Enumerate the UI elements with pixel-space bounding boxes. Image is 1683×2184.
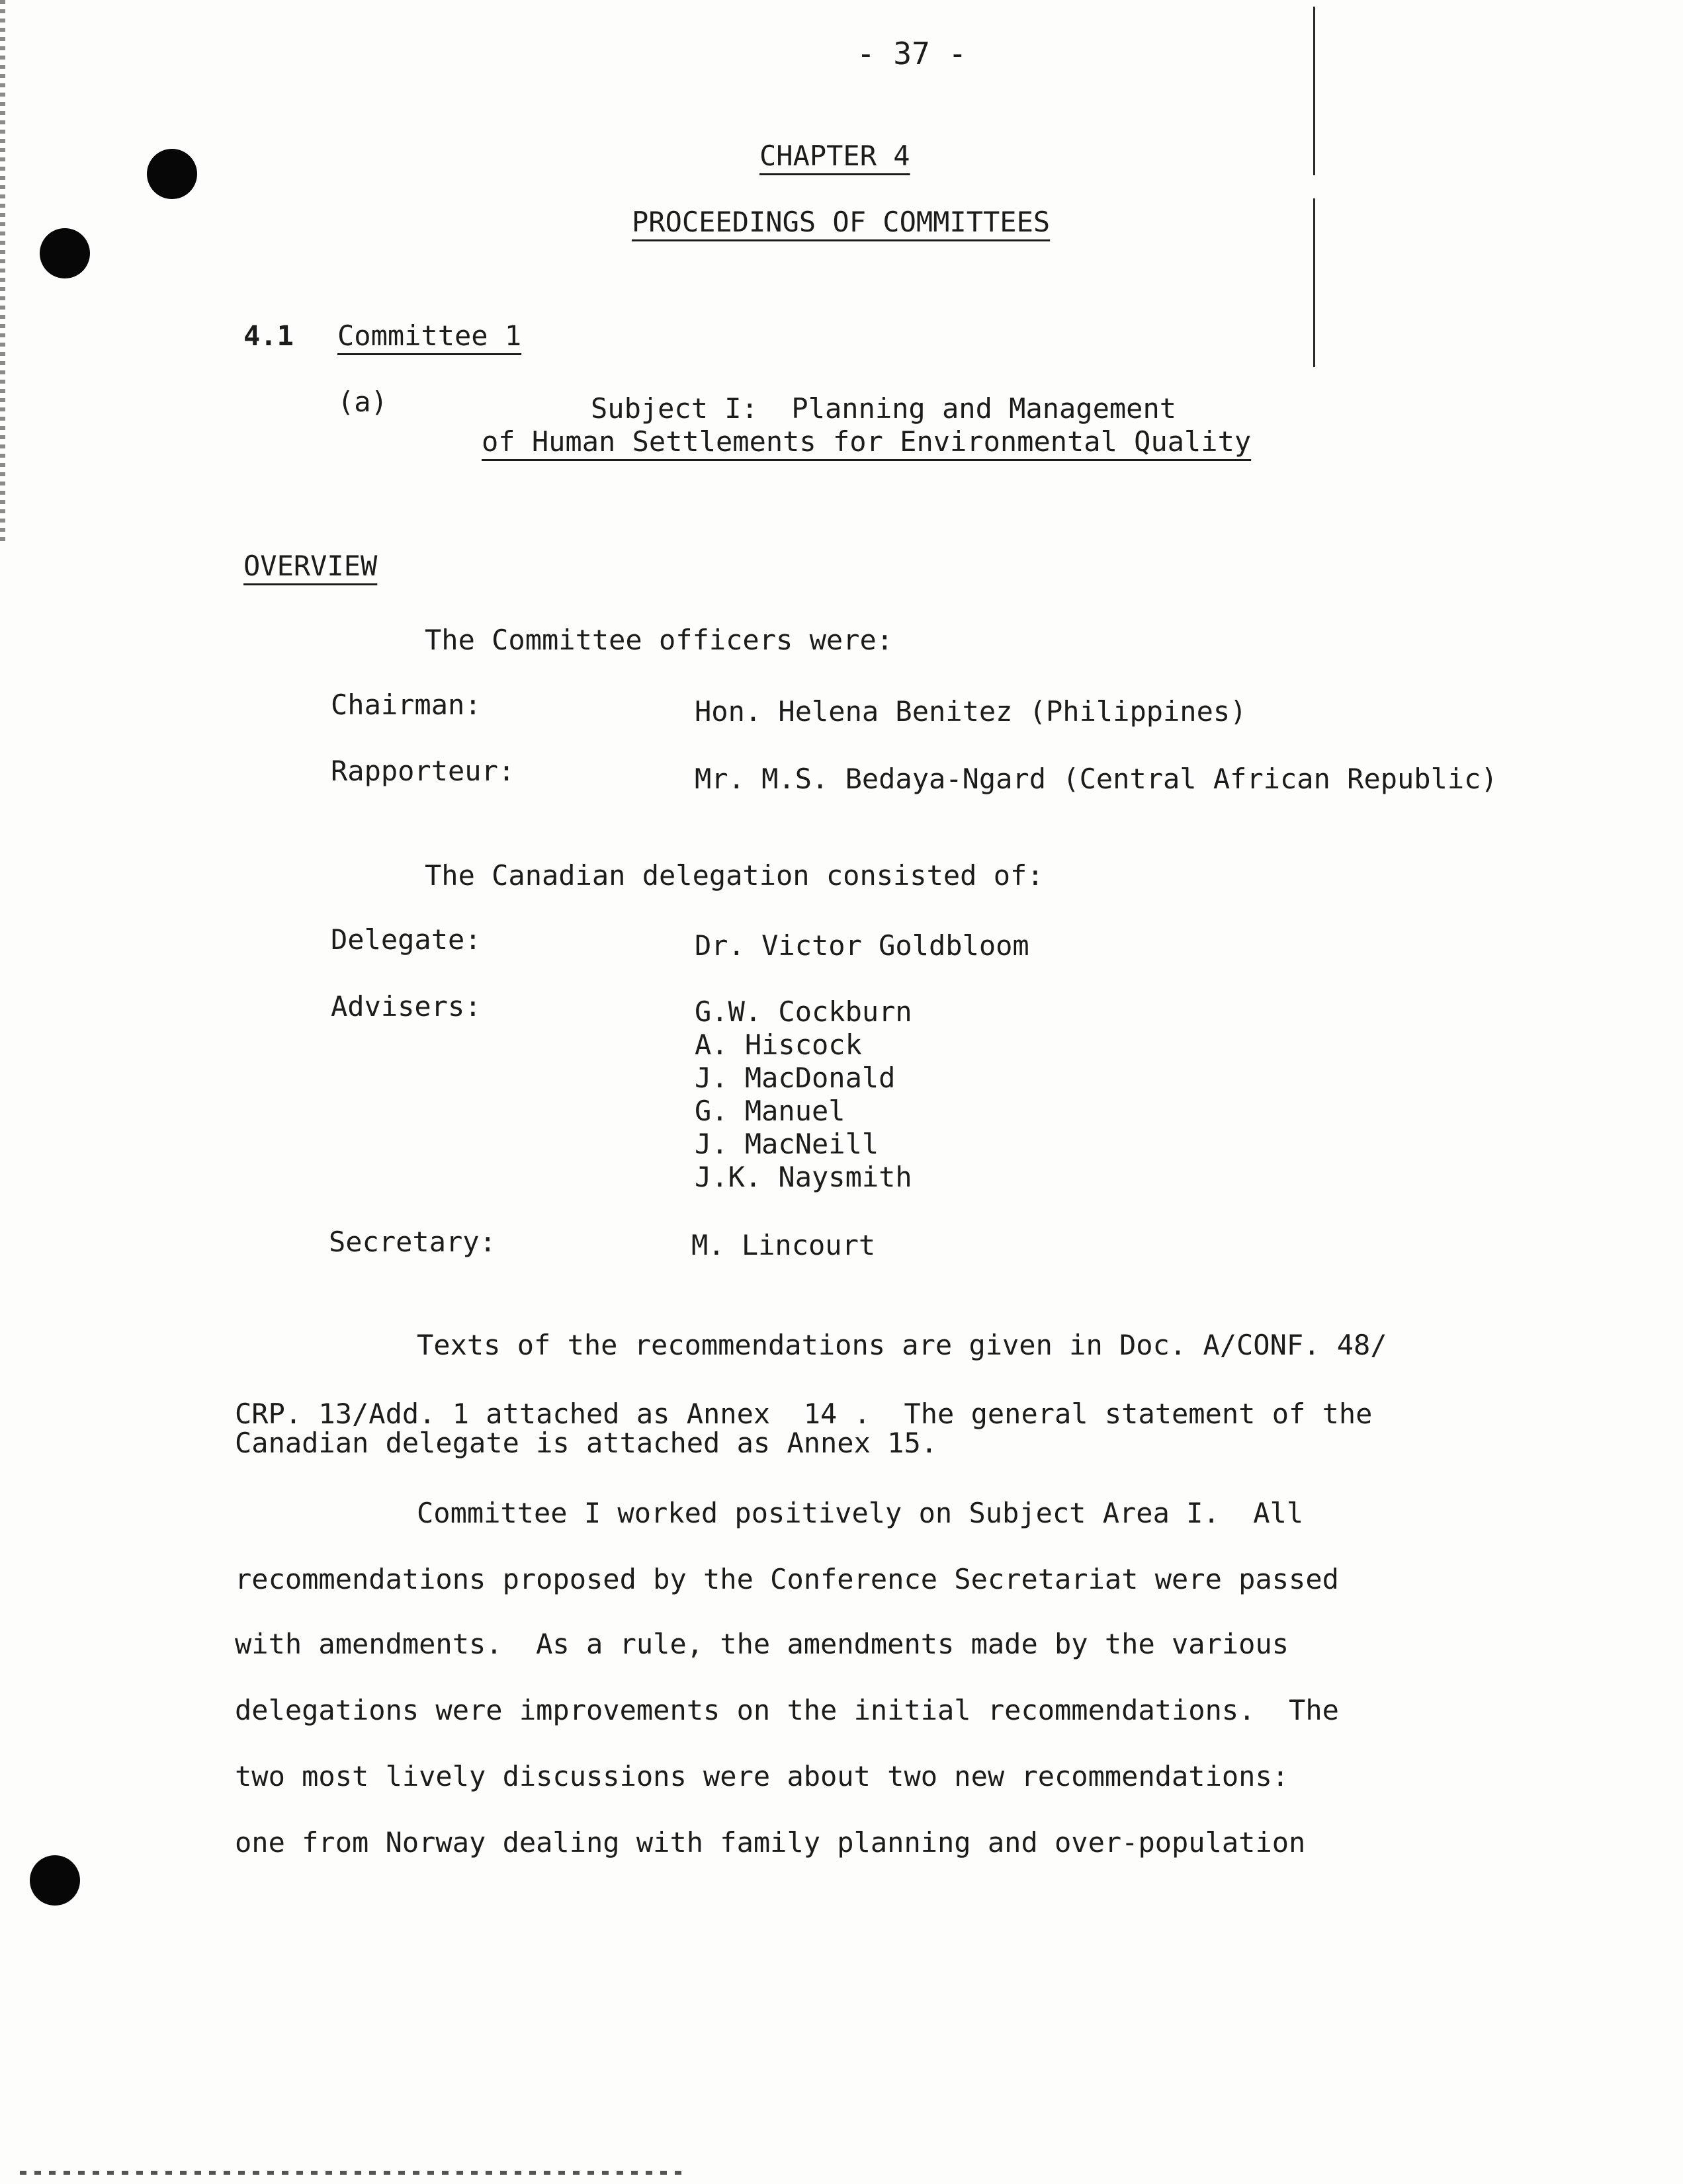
punch-hole-bottom: [30, 1855, 80, 1906]
body-paragraph-line: recommendations proposed by the Conference Secretariat were passed: [235, 1563, 1339, 1595]
subsection-label: (a): [337, 386, 388, 418]
secretary-role: Secretary:: [329, 1226, 496, 1258]
texts-paragraph-line: Canadian delegate is attached as Annex 15.: [235, 1427, 938, 1459]
officer-role: Chairman:: [331, 689, 482, 721]
adviser-name: G.W. Cockburn: [695, 995, 912, 1028]
adviser-name: J. MacNeill: [695, 1128, 879, 1160]
texts-paragraph-line: CRP. 13/Add. 1 attached as Annex 14 . The general statement of the: [235, 1398, 1373, 1430]
overview-heading: OVERVIEW: [243, 550, 378, 582]
subject-line-1: Subject I: Planning and Management: [591, 392, 1177, 425]
chapter-heading: CHAPTER 4: [759, 140, 910, 172]
adviser-name: J. MacDonald: [695, 1062, 896, 1094]
punch-hole-top: [147, 149, 197, 199]
binding-edge: [0, 0, 5, 542]
chapter-title: PROCEEDINGS OF COMMITTEES: [632, 206, 1051, 238]
body-paragraph-line: two most lively discussions were about two new recommendations:: [235, 1760, 1289, 1792]
texts-paragraph-line: Texts of the recommendations are given in Doc. A/CONF. 48/: [417, 1329, 1387, 1361]
body-paragraph-line: delegations were improvements on the initial recommendations. The: [235, 1694, 1339, 1726]
delegate-role: Delegate:: [331, 923, 482, 956]
punch-hole-middle: [40, 228, 90, 278]
page-number: - 37 -: [857, 36, 967, 71]
secretary-name: M. Lincourt: [691, 1229, 876, 1261]
body-paragraph-line: one from Norway dealing with family planning and over-population: [235, 1826, 1306, 1859]
margin-rule: [1313, 7, 1315, 175]
adviser-name: G. Manuel: [695, 1095, 845, 1127]
section-title: Committee 1: [337, 319, 522, 352]
adviser-name: A. Hiscock: [695, 1029, 862, 1061]
subject-line-2: of Human Settlements for Environmental Quality: [482, 425, 1252, 458]
body-paragraph-line: with amendments. As a rule, the amendments made by the various: [235, 1628, 1289, 1660]
advisers-role: Advisers:: [331, 990, 482, 1023]
section-number: 4.1: [243, 319, 294, 352]
officers-intro: The Committee officers were:: [425, 624, 894, 656]
scan-edge-noise: [20, 2171, 681, 2175]
officer-name: Hon. Helena Benitez (Philippines): [695, 695, 1247, 728]
delegate-name: Dr. Victor Goldbloom: [695, 929, 1029, 962]
delegation-intro: The Canadian delegation consisted of:: [425, 859, 1044, 892]
body-paragraph-line: Committee I worked positively on Subject Area I. All: [417, 1497, 1304, 1529]
officer-role: Rapporteur:: [331, 755, 515, 787]
adviser-name: J.K. Naysmith: [695, 1161, 912, 1193]
margin-rule-lower: [1313, 198, 1315, 367]
officer-name: Mr. M.S. Bedaya-Ngard (Central African Republic): [695, 763, 1498, 795]
